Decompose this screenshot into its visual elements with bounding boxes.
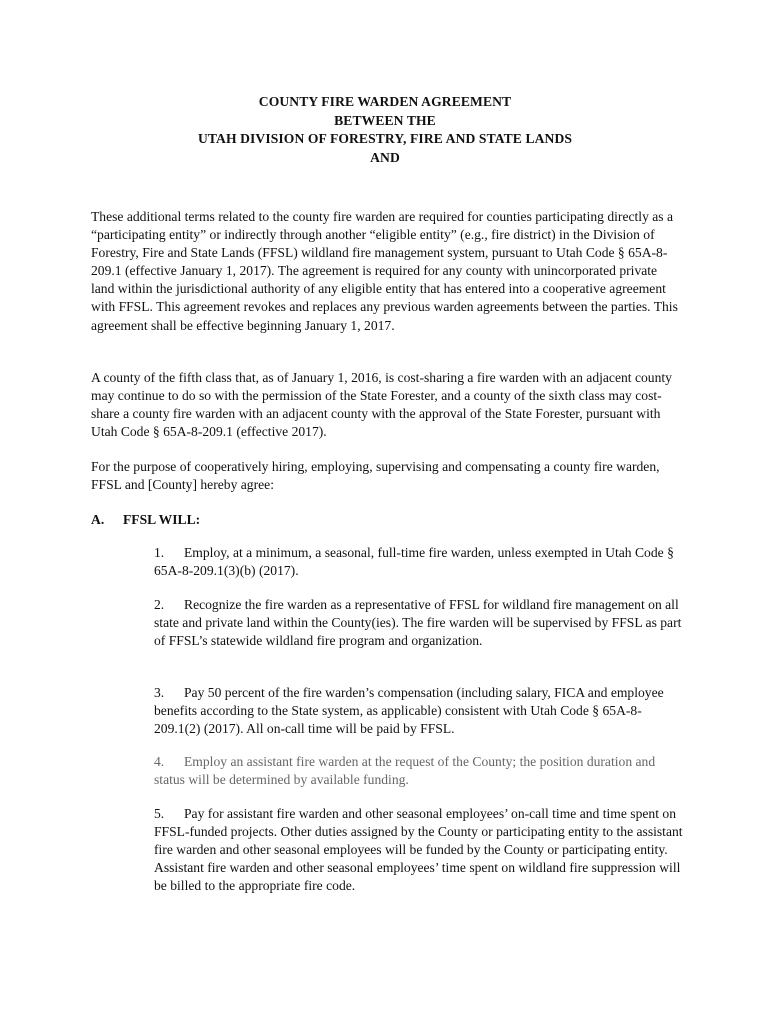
ffsl-item-3 [154, 684, 684, 738]
ffsl-item-1 [154, 544, 684, 580]
section-a-title: FFSL WILL: [123, 512, 201, 527]
cost-sharing-paragraph: A county of the fifth class that, as of January 1, 2016, is cost-sharing a fire warden with an adjacent county may continue to do so with the permission of the State Forester, and a county of the sixth class may cost-share a county fire warden with an adjacent county with the approval of the State Forester, pursuant with Utah Code § 65A-8-209.1 (effective 2017). [91, 370, 672, 440]
title-line-4: AND [370, 149, 400, 165]
title-line-2: BETWEEN THE [334, 112, 436, 128]
item-number: 1. [154, 545, 165, 560]
item-text: Employ, at a minimum, a seasonal, full-time fire warden, unless exempted in Utah Code § 65A-8-209.1(3)(b) (2017). [154, 545, 674, 579]
ffsl-item-5 [154, 805, 684, 895]
title-line-3: UTAH DIVISION OF FORESTRY, FIRE AND STATE LANDS [197, 131, 573, 146]
item-text: Recognize the fire warden as a representative of FFSL for wildland fire management on all state and private land within the County(ies). The fire warden will be supervised by FFSL as part of FFSL’s statewide wildland fire program and organization. [154, 597, 682, 649]
intro-paragraph: These additional terms related to the county fire warden are required for counties participating directly as a “participating entity” or indirectly through another “eligible entity” (e.g., fire district) in the Division of Forestry, Fire and State Lands (FFSL) wildland fire management system, pursuant to Utah Code § 65A-8-209.1 (effective January 1, 2017). The agreement is required for any county with unincorporated private land within the jurisdictional authority of any eligible entity that has entered into a cooperative agreement with FFSL. This agreement revokes and replaces any previous warden agreements between the parties. This agreement shall be effective beginning January 1, 2017. [91, 209, 678, 333]
item-text: Employ an assistant fire warden at the request of the County; the position duration and status will be determined by available funding. [154, 754, 656, 788]
section-a-letter: A. [91, 512, 105, 527]
ffsl-item-2 [154, 596, 684, 650]
item-number: 2. [154, 597, 165, 612]
item-text: Pay for assistant fire warden and other seasonal employees’ on-call time and time spent on FFSL-funded projects. Other duties assigned by the County or participating entity to the assistant fire warden and other seasonal employees will be funded by the County or participating entity. Assistant fire warden and other seasonal employees’ time spent on wildland fire suppression will be billed to the appropriate fire code. [154, 806, 683, 894]
title-line-1: COUNTY FIRE WARDEN AGREEMENT [258, 94, 512, 109]
section-a-heading [91, 511, 200, 529]
item-text: Pay 50 percent of the fire warden’s compensation (including salary, FICA and employee benefits according to the State system, as applicable) consistent with Utah Code § 65A-8-209.1(2) (2017). All on-call time will be paid by FFSL. [154, 685, 664, 737]
item-number: 5. [154, 806, 165, 821]
item-number: 3. [154, 685, 165, 700]
document-title [0, 93, 770, 167]
purpose-paragraph: For the purpose of cooperatively hiring, employing, supervising and compensating a county fire warden, FFSL and [County] hereby agree: [91, 459, 660, 493]
ffsl-item-4 [154, 753, 684, 789]
item-number: 4. [154, 754, 165, 769]
